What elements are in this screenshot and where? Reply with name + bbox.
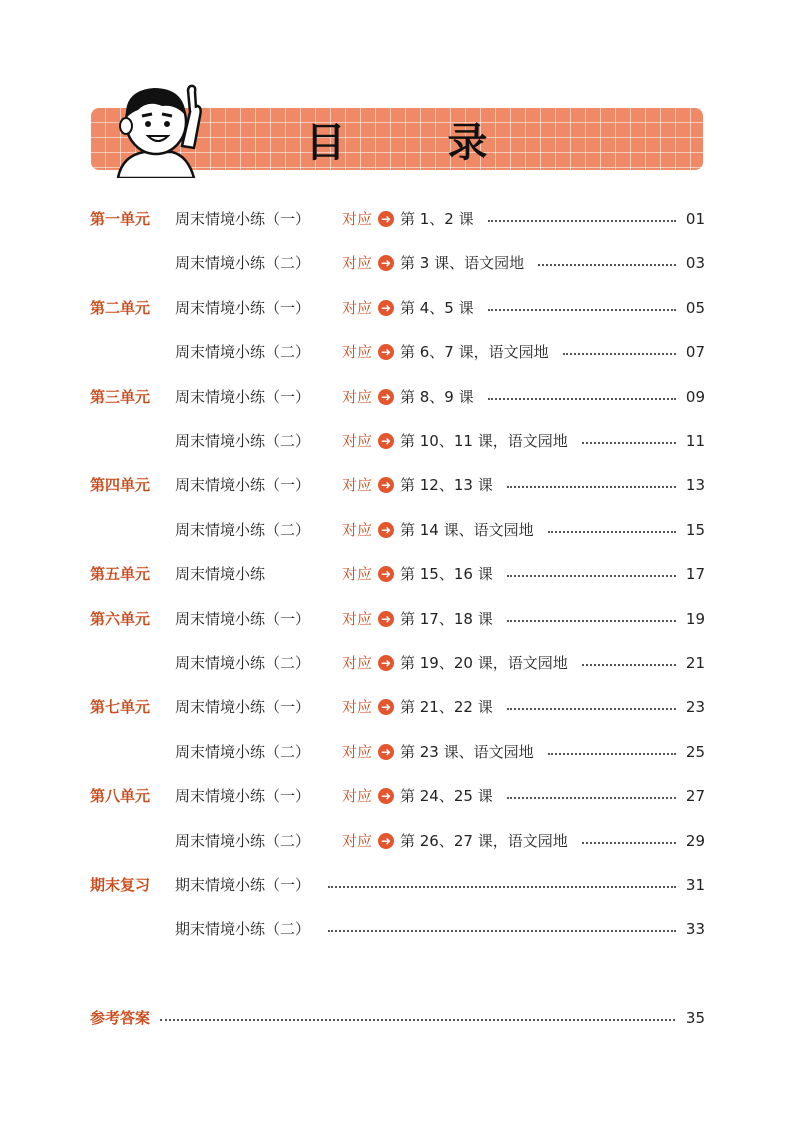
arrow-right-icon: ➜ — [378, 833, 394, 849]
arrow-right-icon: ➜ — [378, 477, 394, 493]
corresponds-label: 对应 — [342, 432, 373, 450]
leader-dots — [582, 842, 676, 844]
page-number: 25 — [685, 743, 705, 761]
leader-dots — [507, 486, 676, 488]
leader-dots — [507, 620, 676, 622]
arrow-right-icon: ➜ — [378, 788, 394, 804]
toc-row[interactable] — [0, 471, 793, 499]
arrow-right-icon: ➜ — [378, 389, 394, 405]
leader-dots — [563, 353, 676, 355]
toc-row[interactable] — [0, 338, 793, 366]
section-title: 周末情境小练（二） — [175, 521, 311, 539]
toc-row[interactable] — [0, 782, 793, 810]
arrow-right-icon: ➜ — [378, 699, 394, 715]
toc-row[interactable] — [0, 827, 793, 855]
toc-row[interactable] — [0, 871, 793, 899]
arrow-right-icon: ➜ — [378, 566, 394, 582]
corresponds-label: 对应 — [342, 521, 373, 539]
lesson-range: 第 12、13 课 — [400, 476, 493, 494]
arrow-right-icon: ➜ — [378, 255, 394, 271]
toc-row[interactable] — [0, 693, 793, 721]
page-number: 01 — [685, 210, 705, 228]
page-number: 29 — [685, 832, 705, 850]
page-number: 07 — [685, 343, 705, 361]
corresponds-label: 对应 — [342, 565, 373, 583]
lesson-range: 第 3 课、语文园地 — [400, 254, 525, 272]
lesson-range: 第 10、11 课，语文园地 — [400, 432, 568, 450]
unit-label: 第四单元 — [90, 476, 151, 494]
corresponds-label: 对应 — [342, 476, 373, 494]
leader-dots — [328, 930, 676, 932]
leader-dots — [488, 220, 676, 222]
page-number: 19 — [685, 610, 705, 628]
page-number: 17 — [685, 565, 705, 583]
section-title: 周末情境小练（二） — [175, 254, 311, 272]
page-title: 目 录 — [305, 119, 532, 166]
section-title: 周末情境小练（一） — [175, 299, 311, 317]
section-title: 周末情境小练（一） — [175, 388, 311, 406]
arrow-right-icon: ➜ — [378, 611, 394, 627]
corresponds-label: 对应 — [342, 343, 373, 361]
leader-dots — [507, 797, 676, 799]
section-title: 周末情境小练 — [175, 565, 266, 583]
corresponds-label: 对应 — [342, 388, 373, 406]
lesson-range: 第 4、5 课 — [400, 299, 474, 317]
corresponds-label: 对应 — [342, 299, 373, 317]
lesson-range: 第 24、25 课 — [400, 787, 493, 805]
answers-label: 参考答案 — [90, 1009, 151, 1027]
arrow-right-icon: ➜ — [378, 433, 394, 449]
arrow-right-icon: ➜ — [378, 344, 394, 360]
arrow-right-icon: ➜ — [378, 211, 394, 227]
corresponds-label: 对应 — [342, 654, 373, 672]
corresponds-label: 对应 — [342, 254, 373, 272]
page-number: 11 — [685, 432, 705, 450]
unit-label: 第五单元 — [90, 565, 151, 583]
corresponds-label: 对应 — [342, 832, 373, 850]
unit-label: 第一单元 — [90, 210, 151, 228]
page-number: 35 — [685, 1009, 705, 1027]
lesson-range: 第 8、9 课 — [400, 388, 474, 406]
toc-row[interactable] — [0, 294, 793, 322]
section-title: 期末情境小练（一） — [175, 876, 311, 894]
leader-dots — [582, 442, 676, 444]
corresponds-label: 对应 — [342, 743, 373, 761]
toc-row[interactable] — [0, 516, 793, 544]
unit-label: 第三单元 — [90, 388, 151, 406]
unit-label: 第六单元 — [90, 610, 151, 628]
leader-dots — [582, 664, 676, 666]
corresponds-label: 对应 — [342, 698, 373, 716]
section-title: 期末情境小练（二） — [175, 920, 311, 938]
toc-row[interactable] — [0, 649, 793, 677]
leader-dots — [507, 708, 676, 710]
toc-row[interactable] — [0, 560, 793, 588]
section-title: 周末情境小练（二） — [175, 654, 311, 672]
lesson-range: 第 1、2 课 — [400, 210, 474, 228]
corresponds-label: 对应 — [342, 787, 373, 805]
toc-row[interactable] — [0, 383, 793, 411]
answers-row[interactable] — [0, 1004, 793, 1032]
toc-row[interactable] — [0, 738, 793, 766]
leader-dots — [538, 264, 676, 266]
arrow-right-icon: ➜ — [378, 300, 394, 316]
arrow-right-icon: ➜ — [378, 744, 394, 760]
unit-label: 第七单元 — [90, 698, 151, 716]
toc-row[interactable] — [0, 249, 793, 277]
toc-row[interactable] — [0, 205, 793, 233]
toc-row[interactable] — [0, 605, 793, 633]
page-number: 09 — [685, 388, 705, 406]
section-title: 周末情境小练（一） — [175, 698, 311, 716]
page-number: 27 — [685, 787, 705, 805]
toc-row[interactable] — [0, 915, 793, 943]
leader-dots — [488, 398, 676, 400]
leader-dots — [160, 1019, 675, 1021]
unit-label: 第二单元 — [90, 299, 151, 317]
unit-label: 第八单元 — [90, 787, 151, 805]
arrow-right-icon: ➜ — [378, 522, 394, 538]
section-title: 周末情境小练（一） — [175, 787, 311, 805]
lesson-range: 第 19、20 课，语文园地 — [400, 654, 568, 672]
leader-dots — [548, 753, 676, 755]
section-title: 周末情境小练（二） — [175, 832, 311, 850]
corresponds-label: 对应 — [342, 610, 373, 628]
leader-dots — [507, 575, 676, 577]
section-title: 周末情境小练（二） — [175, 743, 311, 761]
section-title: 周末情境小练（一） — [175, 476, 311, 494]
unit-label: 期末复习 — [90, 876, 151, 894]
page-number: 13 — [685, 476, 705, 494]
section-title: 周末情境小练（二） — [175, 343, 311, 361]
lesson-range: 第 23 课、语文园地 — [400, 743, 534, 761]
page-number: 05 — [685, 299, 705, 317]
page-number: 33 — [685, 920, 705, 938]
page-number: 15 — [685, 521, 705, 539]
page-number: 31 — [685, 876, 705, 894]
page-number: 03 — [685, 254, 705, 272]
corresponds-label: 对应 — [342, 210, 373, 228]
section-title: 周末情境小练（一） — [175, 210, 311, 228]
section-title: 周末情境小练（二） — [175, 432, 311, 450]
lesson-range: 第 6、7 课，语文园地 — [400, 343, 549, 361]
lesson-range: 第 17、18 课 — [400, 610, 493, 628]
arrow-right-icon: ➜ — [378, 655, 394, 671]
toc-row[interactable] — [0, 427, 793, 455]
section-title: 周末情境小练（一） — [175, 610, 311, 628]
lesson-range: 第 26、27 课，语文园地 — [400, 832, 568, 850]
lesson-range: 第 15、16 课 — [400, 565, 493, 583]
page-number: 23 — [685, 698, 705, 716]
leader-dots — [488, 309, 676, 311]
page-number: 21 — [685, 654, 705, 672]
lesson-range: 第 21、22 课 — [400, 698, 493, 716]
leader-dots — [548, 531, 676, 533]
lesson-range: 第 14 课、语文园地 — [400, 521, 534, 539]
leader-dots — [328, 886, 676, 888]
